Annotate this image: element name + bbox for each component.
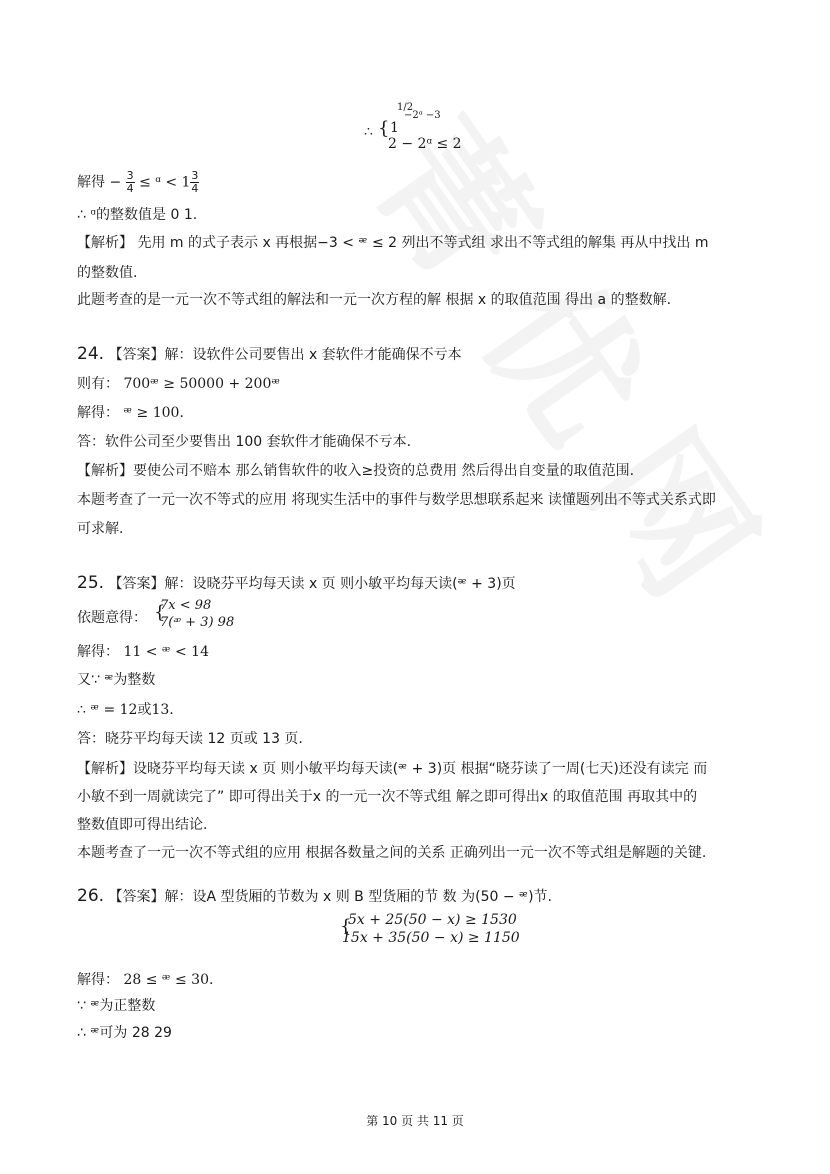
q26-so: ∴ ᵆ可为 28 29 (77, 1025, 172, 1041)
system-row-2: 2 − 2ᵅ ≤ 2 (388, 136, 462, 152)
q25-so: ∴ ᵆ = 12或13. (77, 702, 174, 718)
q25-analysis-2: 小敏不到一周就读完了” 即可得出关于x 的一元一次不等式组 解之即可得出x 的取值范围 再取其中的 (77, 789, 698, 805)
q25-brace: { (154, 602, 166, 623)
q25-by: 依题意得： (77, 610, 147, 626)
page-footer: 第 10 页 共 11 页 (366, 1114, 464, 1128)
q24-analysis: 【解析】要使公司不赔本 那么销售软件的收入≥投资的总费用 然后得出自变量的取值范围. (77, 463, 635, 479)
solve-prefix: 解得 (77, 174, 105, 191)
q25-analysis-3: 整数值即可得出结论. (77, 817, 208, 833)
q25-number: 25. (77, 573, 105, 593)
minus-sign: − (109, 174, 122, 191)
therefore-symbol: ∴ (364, 124, 373, 140)
q25-conclusion: 答：晓芬平均每天读 12 页或 13 页. (77, 731, 303, 747)
inequality-middle: ≤ ᵅ < 1 (139, 174, 191, 191)
system-row-1-sup: 1/2 (397, 102, 414, 113)
q25-answer-text: 【答案】解：设晓芬平均每天读 x 页 则小敏平均每天读(ᵆ + 3)页 (108, 576, 516, 592)
fraction-2: $\frac{3}{4}$ (191, 169, 199, 195)
q24-conclusion: 答：软件公司至少要售出 100 套软件才能确保不亏本. (77, 434, 412, 450)
fraction-1: $\frac{3}{4}$ (126, 169, 134, 195)
q24-answer-text: 【答案】解：设软件公司要售出 x 套软件才能确保不亏本 (108, 347, 462, 363)
q26-because: ∵ ᵆ为正整数 (77, 998, 156, 1014)
q25-analysis-1: 【解析】设晓芬平均每天读 x 页 则小敏平均每天读(ᵆ + 3)页 根据“晓芬读了一周(七天)还没有读完 而 (77, 761, 708, 777)
q26-number: 26. (77, 886, 105, 906)
q24-review-2: 可求解. (77, 521, 124, 537)
q25-also: 又∵ ᵆ为整数 (77, 672, 156, 688)
q24-answer (77, 344, 462, 365)
q25-review: 本题考查了一元一次不等式组的应用 根据各数量之间的关系 正确列出一元一次不等式组是解题的关键. (77, 845, 707, 861)
integer-values-line: ∴ ᵅ的整数值是 0 1. (77, 207, 198, 223)
brace: { (378, 118, 390, 139)
q26-brace: { (340, 916, 352, 937)
q25-solve: 解得： 11 < ᵆ < 14 (77, 644, 209, 660)
q25-answer (77, 573, 516, 594)
q26-system-row-2: 15x + 35(50 − x) ≥ 1150 (342, 930, 520, 946)
q25-system-row-1: 7x < 98 (160, 598, 212, 613)
q24-have: 则有： 700ᵆ ≥ 50000 + 200ᵆ (77, 376, 280, 392)
solve-line-23 (77, 170, 199, 195)
analysis-23-line-2: 的整数值. (77, 265, 138, 281)
q26-system-row-1: 5x + 25(50 − x) ≥ 1530 (348, 912, 517, 928)
q24-review-1: 本题考查了一元一次不等式的应用 将现实生活中的事件与数学思想联系起来 读懂题列出不等式关系式即 (77, 492, 716, 508)
q26-solve: 解得： 28 ≤ ᵆ ≤ 30. (77, 972, 214, 988)
q25-system-row-2: 7(ᵆ + 3) 98 (160, 615, 235, 630)
review-23: 此题考查的是一元一次不等式组的解法和一元一次方程的解 根据 x 的取值范围 得出 a 的整数解. (77, 292, 672, 308)
system-row-1-rest: −2ᵅ −3 (404, 110, 441, 121)
q24-solve: 解得： ᵆ ≥ 100. (77, 405, 184, 421)
analysis-23-line-1: 【解析】 先用 m 的式子表示 x 再根据−3 < ᵆ ≤ 2 列出不等式组 求出不等式组的解集 再从中找出 m (77, 235, 709, 251)
q24-number: 24. (77, 344, 105, 364)
system-row-1-lead: 1 (390, 120, 399, 136)
q26-answer-text: 【答案】解：设A 型货厢的节数为 x 则 B 型货厢的节 数 为(50 − ᵆ)节. (108, 889, 553, 905)
q26-answer (77, 886, 552, 907)
